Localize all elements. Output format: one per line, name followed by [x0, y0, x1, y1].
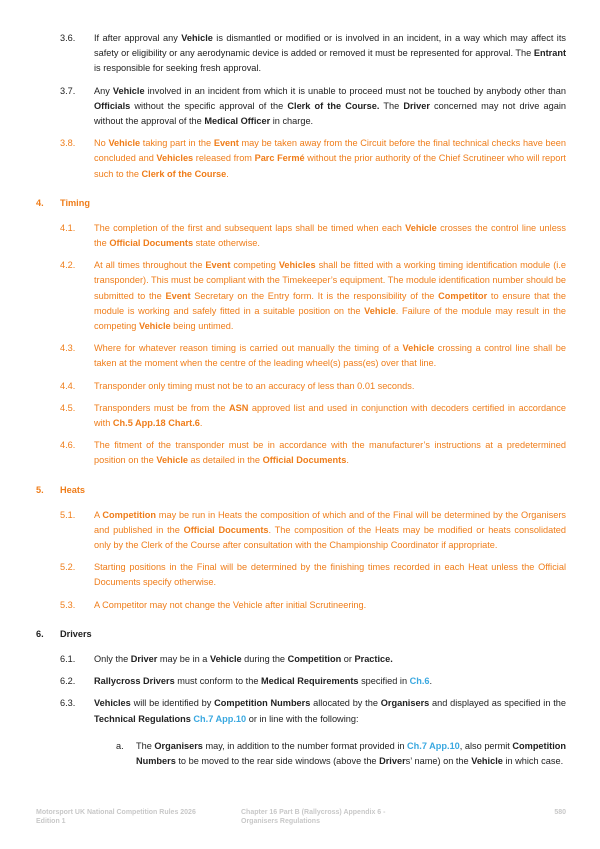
defined-term: Competition Numbers	[136, 740, 566, 766]
text-run: competing	[230, 260, 279, 271]
defined-term: Ch.5 App.18 Chart.6	[112, 418, 200, 429]
clause-3-7	[36, 84, 566, 130]
text-run: in charge.	[270, 116, 314, 127]
cross-reference-link[interactable]: Ch.6	[409, 676, 430, 687]
clause-text	[94, 258, 566, 334]
clause-text	[94, 401, 566, 431]
subclause-letter: a.	[116, 740, 124, 751]
clause-4-2	[36, 258, 566, 334]
defined-term: Driver	[403, 100, 430, 111]
section-5-heading	[36, 483, 566, 498]
defined-term: Vehicles	[278, 260, 316, 271]
text-run: is dismantled or modified or is involved in an incident, in a way which may affect its safety or eligibility or any aerodynamic device is added or removed it must be represented for approval. The	[94, 33, 566, 59]
text-run: crosses the control line unless the	[94, 222, 566, 249]
text-run: must conform to the	[174, 676, 261, 687]
text-run: No	[94, 138, 109, 149]
defined-term: Vehicle	[364, 305, 396, 316]
clause-5-3	[36, 598, 566, 613]
clause-number: 6.2.	[60, 676, 76, 687]
text-run: approved list and used in conjunction with decoders certified in accordance with	[94, 402, 566, 429]
clause-5-2	[36, 560, 566, 590]
text-run: Any	[94, 85, 113, 96]
defined-term: Official Documents	[183, 524, 269, 535]
text-run: concerned may not drive again without the approval of the	[94, 100, 566, 127]
section-4-body	[36, 221, 566, 469]
clause-text	[94, 379, 566, 394]
text-run: being untimed.	[170, 321, 234, 332]
clause-text	[94, 438, 566, 468]
clause-number: 4.6.	[60, 440, 76, 451]
text-run: state otherwise.	[193, 238, 260, 249]
section-number: 5.	[36, 484, 44, 495]
defined-term: Event	[205, 260, 231, 271]
text-run: , also permit	[459, 740, 513, 751]
clause-number: 4.3.	[60, 343, 76, 354]
clause-4-3	[36, 341, 566, 371]
defined-term: Competition	[102, 509, 157, 520]
clause-text	[94, 652, 566, 667]
clause-text	[94, 136, 566, 182]
footer-publication: Motorsport UK National Competition Rules 2026 Edition 1	[36, 809, 196, 825]
text-run: Only the	[94, 653, 131, 664]
section-5-body	[36, 508, 566, 613]
text-run: may be in a	[157, 653, 210, 664]
defined-term: Driver	[379, 755, 406, 766]
clause-number: 5.2.	[60, 562, 76, 573]
clause-6-2	[36, 674, 566, 689]
clause-6-3	[36, 696, 566, 726]
clause-4-6	[36, 438, 566, 468]
defined-term: Vehicle	[402, 343, 435, 354]
text-run: Where for whatever reason timing is carried out manually the timing of a	[94, 343, 403, 354]
section-6-body	[36, 652, 566, 727]
defined-term: Vehicle	[108, 138, 141, 149]
clause-number: 5.1.	[60, 509, 76, 520]
text-run: .	[226, 168, 229, 179]
clause-number: 4.4.	[60, 380, 76, 391]
defined-term: Vehicle	[138, 321, 171, 332]
clause-number: 6.1.	[60, 653, 76, 664]
cross-reference-link[interactable]: Ch.7 App.10	[193, 713, 247, 724]
defined-term: Competition	[287, 653, 342, 664]
clause-text	[94, 221, 566, 251]
clause-number: 4.2.	[60, 260, 76, 271]
text-run: or	[341, 653, 355, 664]
clause-number: 6.3.	[60, 698, 76, 709]
text-run: or in line with the following:	[246, 713, 359, 724]
clause-number: 3.8.	[60, 138, 76, 149]
text-run: is responsible for seeking fresh approval.	[94, 63, 261, 74]
text-run: Secretary on the Entry form. It is the responsibility of the	[190, 290, 439, 301]
defined-term: Parc Fermé	[254, 153, 305, 164]
defined-term: Vehicle	[405, 222, 437, 233]
text-run: may be taken away from the Circuit before the final technical checks have been concluded and	[94, 138, 566, 164]
text-run: as detailed in the	[188, 455, 263, 466]
clause-text	[94, 674, 566, 689]
text-run: to be moved to the rear side windows (above the	[175, 755, 380, 766]
section-title: Drivers	[60, 628, 92, 639]
clause-6-1	[36, 652, 566, 667]
clause-4-5	[36, 401, 566, 431]
defined-term: Official Documents	[109, 238, 194, 249]
text-run: in which case.	[502, 755, 564, 766]
defined-term: Competition Numbers	[214, 698, 311, 709]
subclause-text	[136, 739, 566, 769]
clause-number: 3.6.	[60, 33, 76, 43]
defined-term: Technical Regulations	[94, 713, 191, 724]
section-number: 4.	[36, 197, 44, 208]
defined-term: ASN	[229, 402, 249, 413]
text-run: shall be fitted with a working timing identification module (i.e transponder). This must be compliant with the Timekeeper’s equipment. The module identification number should be submitted to the	[94, 260, 566, 301]
clause-3-6	[36, 31, 566, 77]
cross-reference-link[interactable]: Ch.7 App.10	[407, 740, 460, 751]
defined-term: Competitor	[438, 290, 488, 301]
text-run: during the	[241, 653, 288, 664]
defined-term: Clerk of the Course	[141, 168, 227, 179]
clause-4-4	[36, 379, 566, 394]
text-run: At all times throughout the	[94, 260, 206, 271]
section-3-continued	[36, 31, 566, 182]
section-6-heading	[36, 627, 566, 642]
text-run: to ensure that the module is working and safely fitted in a suitable position on the	[94, 290, 566, 316]
text-run: The	[379, 100, 404, 111]
text-run: The	[136, 740, 155, 751]
section-4-heading	[36, 196, 566, 211]
defined-term: Vehicles	[156, 153, 194, 164]
clause-4-1	[36, 221, 566, 251]
text-run: The fitment of the transponder must be in accordance with the manufacturer’s instructions at a predetermined position on the	[94, 440, 566, 466]
clause-text	[94, 598, 566, 613]
text-run: Transponders must be from the	[94, 402, 229, 413]
text-run: Starting positions in the Final will be determined by the finishing times recorded in each Heat unless the Official Documents specify otherwise.	[94, 562, 566, 588]
clause-number: 5.3.	[60, 599, 76, 610]
defined-term: Medical Requirements	[261, 676, 359, 687]
text-run: and displayed as specified in the	[429, 698, 566, 709]
text-run: involved in an incident from which it is unable to proceed must not be touched by anybody other than	[144, 85, 566, 96]
clause-number: 4.1.	[60, 222, 76, 233]
page-content	[36, 31, 566, 769]
defined-term: Driver	[130, 653, 158, 664]
section-number: 6.	[36, 628, 44, 639]
text-run: A	[94, 509, 103, 520]
clause-text	[94, 341, 566, 371]
defined-term: Vehicle	[209, 653, 242, 664]
defined-term: Vehicle	[156, 455, 188, 466]
text-run: .	[346, 455, 349, 466]
defined-term: Practice.	[354, 653, 393, 664]
defined-term: Vehicle	[471, 755, 503, 766]
text-run: The completion of the first and subsequent laps shall be timed when each	[94, 222, 406, 233]
subclause-a	[36, 739, 566, 769]
footer-chapter: Chapter 16 Part B (Rallycross) Appendix 6 - Organisers Regulations	[241, 809, 386, 825]
defined-term: Medical Officer	[204, 116, 271, 127]
section-title: Heats	[60, 484, 86, 495]
clause-text	[94, 508, 566, 554]
defined-term: Officials	[94, 100, 131, 111]
text-run: without the specific approval of the	[130, 100, 288, 111]
defined-term: Entrant	[533, 48, 566, 59]
text-run: s’ name) on the	[405, 755, 472, 766]
defined-term: Rallycross Drivers	[94, 676, 175, 687]
text-run: . Failure of the module may result in the competing	[94, 305, 566, 332]
defined-term: Official Documents	[262, 455, 347, 466]
clause-number: 3.7.	[60, 85, 76, 96]
text-run: taking part in the	[140, 138, 214, 149]
text-run: crossing a control line shall be taken at the moment when the centre of the leading wheel(s) pass(es) over that line.	[94, 343, 566, 369]
defined-term: Vehicle	[112, 85, 145, 96]
section-title: Timing	[60, 197, 90, 208]
footer-page-number: 580	[554, 809, 566, 816]
text-run: allocated by the	[310, 698, 381, 709]
text-run: .	[429, 676, 433, 687]
defined-term: Organisers	[154, 740, 203, 751]
clause-text	[94, 31, 566, 77]
text-run: will be identified by	[130, 698, 215, 709]
defined-term: Organisers	[380, 698, 430, 709]
text-run: .	[199, 418, 203, 429]
clause-3-8	[36, 136, 566, 182]
text-run: If after approval any	[94, 33, 182, 43]
text-run: released from	[193, 153, 255, 164]
text-run: specified in	[358, 676, 410, 687]
text-run: may, in addition to the number format provided in	[202, 740, 408, 751]
clause-text	[94, 696, 566, 726]
defined-term: Vehicle	[181, 33, 213, 43]
text-run: A Competitor may not change the Vehicle after initial Scrutineering.	[94, 599, 367, 610]
text-run: without the prior authority of the Chief Scrutineer who will report such to the	[94, 153, 566, 179]
clause-text	[94, 560, 566, 590]
clause-text	[94, 84, 566, 130]
defined-term: Clerk of the Course.	[287, 100, 380, 111]
defined-term: Vehicles	[94, 698, 131, 709]
defined-term: Event	[165, 290, 191, 301]
clause-number: 4.5.	[60, 402, 76, 413]
defined-term: Event	[213, 138, 239, 149]
text-run: . The composition of the Heats may be modified or heats consolidated only by the Clerk of the Course after consultation with the Championship Coordinator if appropriate.	[94, 524, 567, 551]
clause-5-1	[36, 508, 566, 554]
text-run: Transponder only timing must not be to an accuracy of less than 0.01 seconds.	[94, 380, 415, 391]
text-run: may be run in Heats the composition of which and of the Final will be determined by the Organisers and published in the	[94, 509, 566, 535]
